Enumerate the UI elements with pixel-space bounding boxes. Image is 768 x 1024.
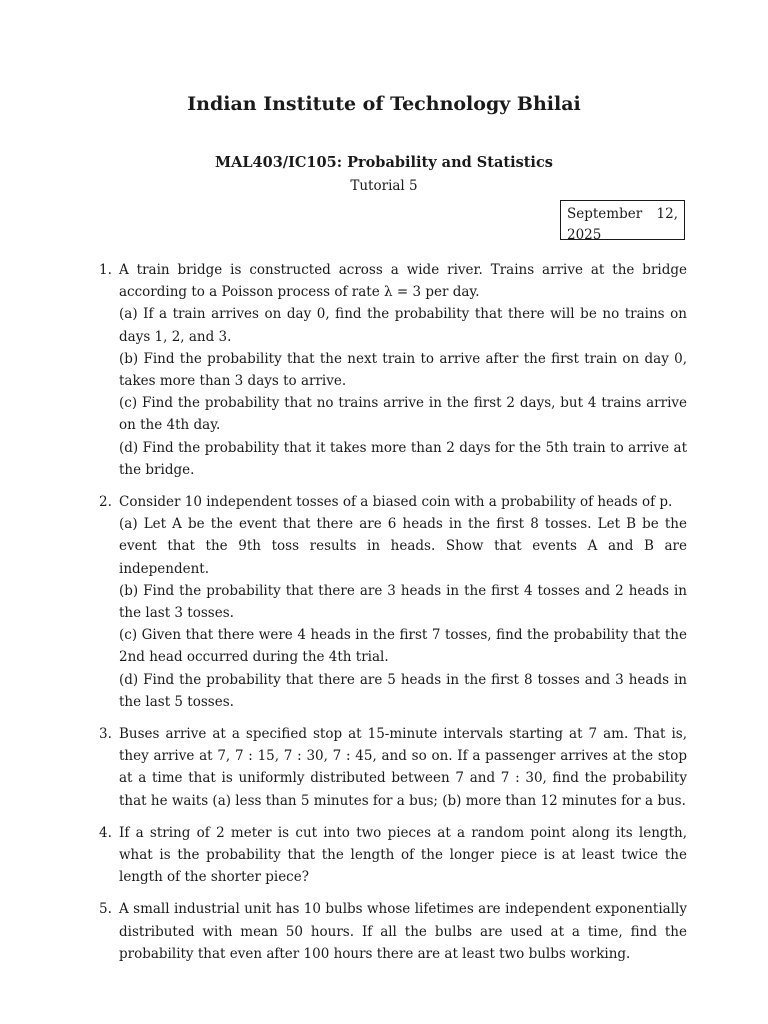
tutorial-label: Tutorial 5 (350, 178, 418, 194)
problem-number: 5. (99, 901, 112, 918)
problem-part-a: (a) Let A be the event that there are 6 heads in the first 8 tosses. Let B be the event that the 9th toss results in heads. Show that events A and B are independent. (119, 516, 687, 577)
page-title: Indian Institute of Technology Bhilai (187, 93, 581, 115)
problem-text: If a string of 2 meter is cut into two pieces at a random point along its length, what is the probability that the length of the longer piece is at least twice the length of the shorter piece? (119, 824, 687, 886)
problem-part-c: (c) Given that there were 4 heads in the first 7 tosses, find the probability that the 2nd head occurred during the 4th trial. (119, 627, 687, 666)
problem-2 (99, 491, 687, 713)
problem-text: Consider 10 independent tosses of a biased coin with a probability of heads of p. (119, 494, 673, 511)
date-day: 12, (656, 206, 678, 222)
problem-number: 4. (99, 824, 112, 841)
problem-number: 2. (99, 494, 112, 511)
date-year: 2025 (567, 227, 602, 243)
problem-part-d: (d) Find the probability that it takes more than 2 days for the 5th train to arrive at the bridge. (119, 439, 687, 478)
problem-number: 1. (99, 262, 112, 278)
problem-part-a: (a) If a train arrives on day 0, find the probability that there will be no trains on days 1, 2, and 3. (119, 306, 687, 345)
problem-text: A train bridge is constructed across a wide river. Trains arrive at the bridge according to a Poisson process of rate λ = 3 per day. (119, 262, 687, 301)
problem-1 (99, 259, 687, 481)
problem-number: 3. (99, 726, 112, 743)
problem-part-d: (d) Find the probability that there are 5 heads in the first 8 tosses and 3 heads in the last 5 tosses. (119, 671, 687, 710)
problem-5 (99, 898, 687, 965)
problem-part-b: (b) Find the probability that there are 3 heads in the first 4 tosses and 2 heads in the last 3 tosses. (119, 582, 687, 622)
problem-4 (99, 822, 687, 889)
date-month: September (567, 206, 643, 222)
problem-part-b: (b) Find the probability that the next train to arrive after the first train on day 0, takes more than 3 days to arrive. (119, 350, 687, 390)
problem-3 (99, 723, 687, 812)
problem-text: A small industrial unit has 10 bulbs whose lifetimes are independent exponentially distributed with mean 50 hours. If all the bulbs are used at a time, find the probability that even after 100 hours there are at least two bulbs working. (119, 901, 687, 962)
course-title: MAL403/IC105: Probability and Statistics (215, 154, 553, 171)
problem-part-c: (c) Find the probability that no trains arrive in the first 2 days, but 4 trains arrive on the 4th day. (119, 395, 687, 434)
problem-list (99, 259, 687, 975)
problem-text: Buses arrive at a specified stop at 15-minute intervals starting at 7 am. That is, they arrive at 7, 7 : 15, 7 : 30, 7 : 45, and so on. If a passenger arrives at the stop at a time that is uniformly distributed between 7 and 7 : 30, find the probability that he waits (a) less than 5 minutes for a bus; (b) more than 12 minutes for a bus. (119, 726, 687, 809)
date-line-1 (567, 204, 678, 225)
date-box (560, 200, 685, 243)
